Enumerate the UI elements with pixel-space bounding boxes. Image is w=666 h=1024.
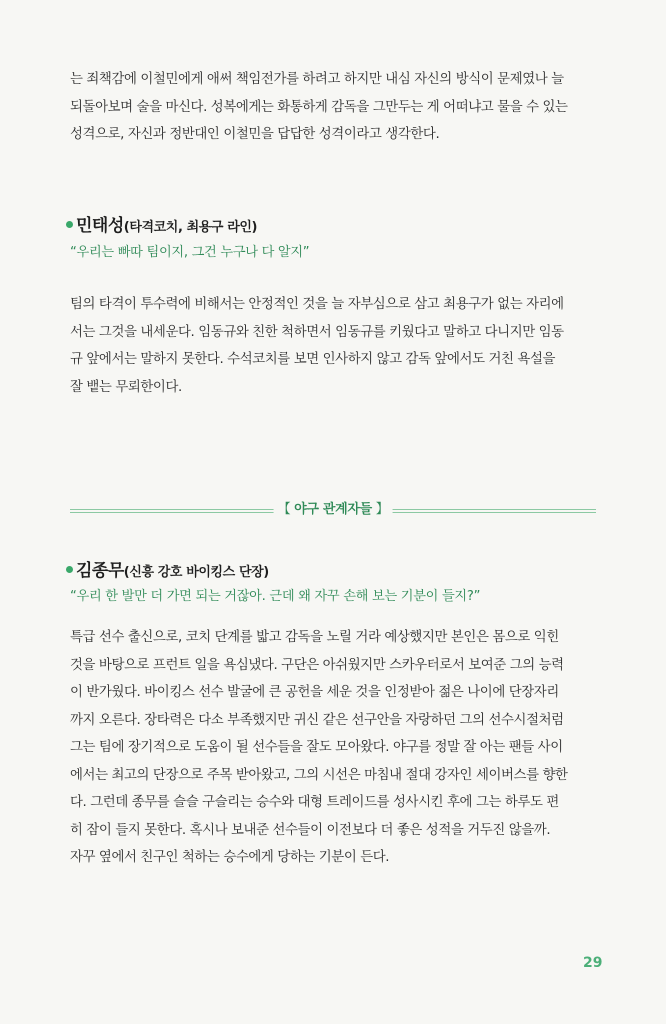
character-role: (타격코치, 최용구 라인) — [123, 220, 258, 235]
character-description — [70, 291, 610, 401]
text-line: 자꾸 옆에서 친구인 척하는 승수에게 당하는 기분이 든다. — [70, 850, 390, 865]
section-bracket-close: 】 — [375, 502, 389, 517]
character-description — [70, 624, 610, 872]
text-line: 는 죄책감에 이철민에게 애써 책임전가를 하려고 하지만 내심 자신의 방식이 문제였나 늘 — [70, 72, 564, 87]
character-quote: “우리 한 발만 더 가면 되는 거잖아. 근데 왜 자꾸 손해 보는 기분이 들지?” — [70, 589, 481, 604]
text-line: 규 앞에서는 말하지 못한다. 수석코치를 보면 인사하지 않고 감독 앞에서도 거친 욕설을 — [70, 352, 556, 367]
text-line: 에서는 최고의 단장으로 주목 받아왔고, 그의 시선은 마침내 절대 강자인 세이버스를 향한 — [70, 767, 568, 783]
text-line: 성격으로, 자신과 정반대인 이철민을 답답한 성격이라고 생각한다. — [70, 127, 440, 142]
text-line: 그는 팀에 장기적으로 도움이 될 선수들을 잘도 모아왔다. 야구를 정말 잘 아는 팬들 사이 — [70, 740, 563, 755]
text-line: 서는 그것을 내세운다. 임동규와 친한 척하면서 임동규를 키웠다고 말하고 다니지만 임동 — [70, 324, 564, 340]
text-line: 되돌아보며 술을 마신다. 성복에게는 화통하게 감독을 그만두는 게 어떠냐고 물을 수 있는 — [70, 99, 568, 115]
text-line: 까지 오른다. 장타력은 다소 부족했지만 귀신 같은 선구안을 자랑하던 그의 선수시절처럼 — [70, 712, 564, 728]
section-title-text: 야구 관계자들 — [294, 502, 372, 517]
text-line: 다. 그런데 종무를 슬슬 구슬리는 승수와 대형 트레이드를 성사시킨 후에 그는 하루도 편 — [70, 795, 559, 810]
character-heading-kim-jongmu — [66, 556, 269, 581]
text-line: 특급 선수 출신으로, 코치 단계를 밟고 감독을 노릴 거라 예상했지만 본인은 몸으로 익힌 — [70, 630, 559, 645]
intro-paragraph — [70, 66, 610, 149]
bullet-dot-icon — [66, 221, 73, 228]
text-line: 이 반가웠다. 바이킹스 선수 발굴에 큰 공헌을 세운 것을 인정받아 젊은 나이에 단장자리 — [70, 685, 559, 700]
character-name: 민태성 — [76, 216, 124, 236]
bullet-dot-icon — [66, 566, 73, 573]
text-line: 히 잠이 들지 못한다. 혹시나 보내준 선수들이 이전보다 더 좋은 성적을 거두진 않을까. — [70, 822, 551, 838]
character-quote: “우리는 빠따 팀이지, 그건 누구나 다 알지” — [70, 245, 310, 260]
page-number: 29 — [583, 955, 603, 971]
text-line: 것을 바탕으로 프런트 일을 욕심냈다. 구단은 아쉬웠지만 스카우터로서 보여준 그의 능력 — [70, 657, 564, 673]
character-role: (신흥 강호 바이킹스 단장) — [123, 565, 269, 580]
section-bracket-open: 【 — [277, 502, 291, 517]
character-heading-min-taesung — [66, 211, 257, 236]
text-line: 팀의 타격이 투수력에 비해서는 안정적인 것을 늘 자부심으로 삼고 최용구가 없는 자리에 — [70, 297, 564, 312]
section-title — [274, 498, 393, 517]
text-line: 잘 뱉는 무뢰한이다. — [70, 379, 182, 395]
character-name: 김종무 — [76, 561, 124, 581]
